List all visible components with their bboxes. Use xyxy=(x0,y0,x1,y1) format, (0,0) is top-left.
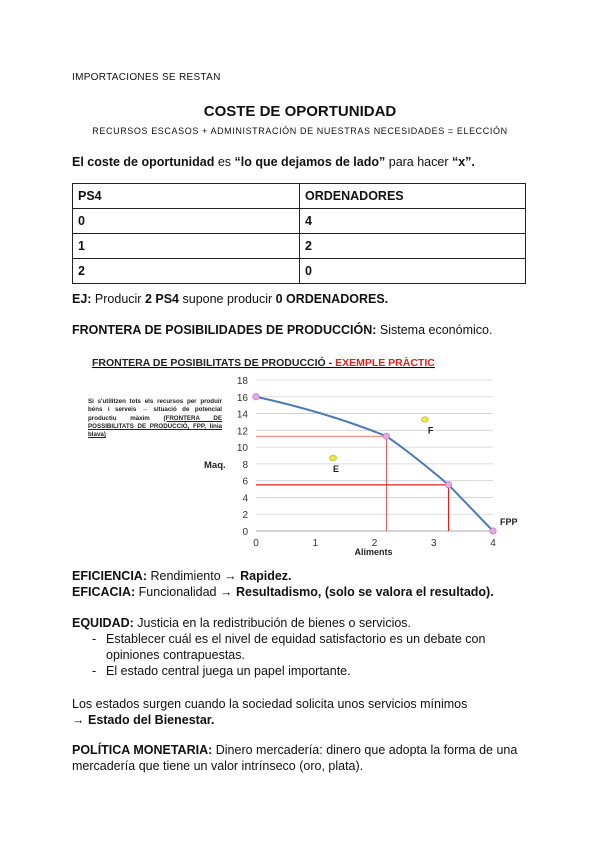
chart-note-underlined: (FRONTERA DE POSSIBILITATS DE PRODUCCIÓ, FPP, línia blava) xyxy=(88,414,222,439)
definition-middle: para hacer xyxy=(385,155,452,169)
x-axis-label: Aliments xyxy=(354,547,393,557)
x-tick-label: 1 xyxy=(312,538,319,549)
ppf-point xyxy=(383,433,389,439)
efficiency-bold: Rapidez. xyxy=(240,569,292,583)
efficacy-bold: Resultadismo, (solo se valora el resultado). xyxy=(235,585,494,599)
chart-title xyxy=(92,356,435,369)
y-tick-label: 14 xyxy=(236,409,248,421)
y-tick-label: 6 xyxy=(242,476,248,488)
point-label: E xyxy=(333,464,340,475)
arrow-symbol: → xyxy=(72,713,88,727)
y-tick-label: 10 xyxy=(236,443,248,455)
example-bold: 2 PS4 xyxy=(144,292,180,306)
point-marker xyxy=(421,417,428,423)
ppf-chart-svg xyxy=(82,350,532,560)
ppf-point xyxy=(490,528,496,534)
chart-title-sep: - xyxy=(325,357,336,369)
y-tick-label: 18 xyxy=(236,376,248,387)
definition-x: “x”. xyxy=(451,155,475,169)
y-tick-label: 4 xyxy=(242,493,248,505)
y-tick-label: 8 xyxy=(242,459,248,471)
equity-list xyxy=(72,631,512,679)
states-paragraph xyxy=(72,696,532,728)
states-text: Los estados surgen cuando la sociedad solicita unos servicios mínimos xyxy=(72,697,468,711)
table-cell: 0 xyxy=(73,209,300,234)
table-header-cell: PS4 xyxy=(73,184,300,209)
frontier-text: Sistema económico. xyxy=(376,323,493,337)
efficacy-label: EFICACIA: xyxy=(72,585,136,599)
table-header-cell: ORDENADORES xyxy=(300,184,526,209)
definition-term: El coste de oportunidad xyxy=(72,155,215,169)
y-tick-label: 16 xyxy=(236,392,248,404)
x-tick-label: 0 xyxy=(253,538,259,549)
definition-paragraph xyxy=(72,154,532,170)
definition-quote: “lo que dejamos de lado” xyxy=(234,155,386,169)
table-row xyxy=(73,259,526,284)
ppf-point xyxy=(253,394,259,400)
monetary-text: Dinero mercadería: dinero que adopta la forma de una mercadería que tiene un valor intrínseco (oro, plata). xyxy=(72,743,518,773)
y-axis-label: Maq. xyxy=(204,459,226,471)
table-cell: 4 xyxy=(300,209,526,234)
equity-text: Justicia en la redistribución de bienes o servicios. xyxy=(133,616,412,630)
x-tick-label: 4 xyxy=(490,538,496,549)
x-tick-label: 3 xyxy=(430,538,437,549)
equity-label: EQUIDAD: xyxy=(72,616,134,630)
ps4-ordenadores-table xyxy=(72,183,526,284)
table-cell: 0 xyxy=(300,259,526,284)
x-tick-label: 2 xyxy=(371,538,378,549)
frontier-line xyxy=(72,322,492,338)
example-line xyxy=(72,291,388,307)
table-cell: 1 xyxy=(73,234,300,259)
page-subtitle: RECURSOS ESCASOS + ADMINISTRACIÓN DE NUESTRAS NECESIDADES = ELECCIÓN xyxy=(92,126,508,136)
chart-note-text: Si s'utilitzen tots els recursos per produir béns i serveis → situació de potencial productiu màxim xyxy=(88,398,222,422)
table-cell: 2 xyxy=(73,259,300,284)
states-bold: Estado del Bienestar. xyxy=(87,713,215,727)
table-row xyxy=(73,234,526,259)
definition-connector: es xyxy=(214,155,235,169)
example-label: EJ: xyxy=(72,292,92,306)
example-text: supone producir xyxy=(179,292,276,306)
y-tick-label: 12 xyxy=(236,426,248,438)
efficacy-line xyxy=(72,584,494,600)
example-bold: 0 ORDENADORES. xyxy=(275,292,389,306)
list-item: - Establecer cuál es el nivel de equidad satisfactorio es un debate con opiniones contrapuestas. xyxy=(72,631,512,663)
point-label: F xyxy=(427,425,434,436)
y-tick-label: 2 xyxy=(242,510,248,522)
ppf-chart xyxy=(82,350,532,560)
frontier-label: FRONTERA DE POSIBILIDADES DE PRODUCCIÓN: xyxy=(72,323,377,337)
point-marker xyxy=(330,455,337,461)
efficiency-label: EFICIENCIA: xyxy=(72,569,147,583)
example-text: Producir xyxy=(91,292,145,306)
header-line: IMPORTACIONES SE RESTAN xyxy=(72,72,221,83)
equity-line xyxy=(72,615,512,631)
list-item: - El estado central juega un papel importante. xyxy=(72,663,512,679)
states-conclusion xyxy=(72,712,532,728)
table-header-row xyxy=(73,184,526,209)
page-title: COSTE DE OPORTUNIDAD xyxy=(203,103,397,120)
efficiency-text: Rendimiento → xyxy=(147,569,241,583)
table-row xyxy=(73,209,526,234)
table-cell: 2 xyxy=(300,234,526,259)
chart-title-accent: EXEMPLE PRÀCTIC xyxy=(335,357,435,369)
y-tick-label: 0 xyxy=(242,527,248,538)
chart-note xyxy=(88,398,222,439)
ppf-point xyxy=(445,482,451,488)
chart-title-main: FRONTERA DE POSIBILITATS DE PRODUCCIÓ xyxy=(92,357,326,369)
monetary-label: POLÍTICA MONETARIA: xyxy=(72,743,213,757)
efficacy-text: Funcionalidad → xyxy=(135,585,236,599)
efficiency-line xyxy=(72,568,292,584)
equity-section xyxy=(72,615,512,679)
monetary-paragraph xyxy=(72,742,534,774)
fpp-label: FPP xyxy=(500,517,518,527)
